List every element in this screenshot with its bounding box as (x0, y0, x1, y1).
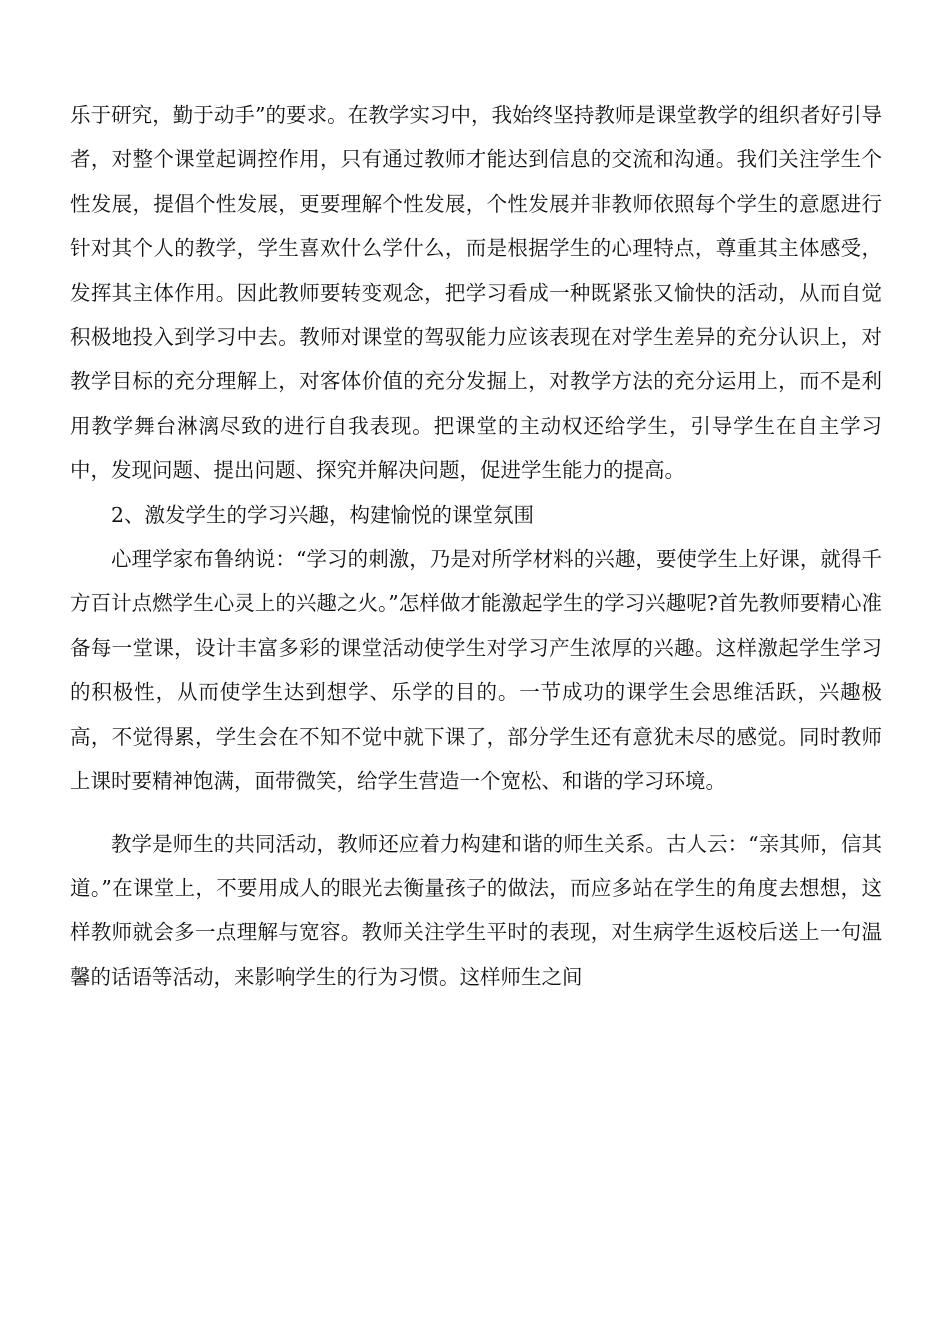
body-paragraph: 乐于研究，勤于动手”的要求。在教学实习中，我始终坚持教师是课堂教学的组织者好引导者，对整个课堂起调控作用，只有通过教师才能达到信息的交流和沟通。我们关注学生个性发展，提倡个性发展，更要理解个性发展，个性发展并非教师依照每个学生的意愿进行针对其个人的教学，学生喜欢什么学什么，而是根据学生的心理特点，尊重其主体感受，发挥其主体作用。因此教师要转变观念，把学习看成一种既紧张又愉快的活动，从而自觉积极地投入到学习中去。教师对课堂的驾驭能力应该表现在对学生差异的充分认识上，对教学目标的充分理解上，对客体价值的充分发掘上，对教学方法的充分运用上，而不是利用教学舞台淋漓尽致的进行自我表现。把课堂的主动权还给学生，引导学生在自主学习中，发现问题、提出问题、探究并解决问题，促进学生能力的提高。 (70, 103, 882, 483)
body-paragraph: 心理学家布鲁纳说：“学习的刺激，乃是对所学材料的兴趣，要使学生上好课，就得千方百计点燃学生心灵上的兴趣之火。”怎样做才能激起学生的学习兴趣呢?首先教师要精心准备每一堂课，设计丰富多彩的课堂活动使学生对学习产生浓厚的兴趣。这样激起学生学习的积极性，从而使学生达到想学、乐学的目的。一节成功的课学生会思维活跃，兴趣极高，不觉得累，学生会在不知不觉中就下课了，部分学生还有意犹未尽的感觉。同时教师上课时要精神饱满，面带微笑，给学生营造一个宽松、和谐的学习环境。 (70, 547, 882, 794)
body-paragraph: 教学是师生的共同活动，教师还应着力构建和谐的师生关系。古人云：“亲其师，信其道。”在课堂上，不要用成人的眼光去衡量孩子的做法，而应多站在学生的角度去想想，这样教师就会多一点理解与宽容。教师关注学生平时的表现，对生病学生返校后送上一句温馨的话语等活动，来影响学生的行为习惯。这样师生之间 (70, 831, 882, 989)
document-page (70, 93, 882, 999)
section-heading: 2、激发学生的学习兴趣，构建愉悦的课堂氛围 (111, 502, 535, 527)
